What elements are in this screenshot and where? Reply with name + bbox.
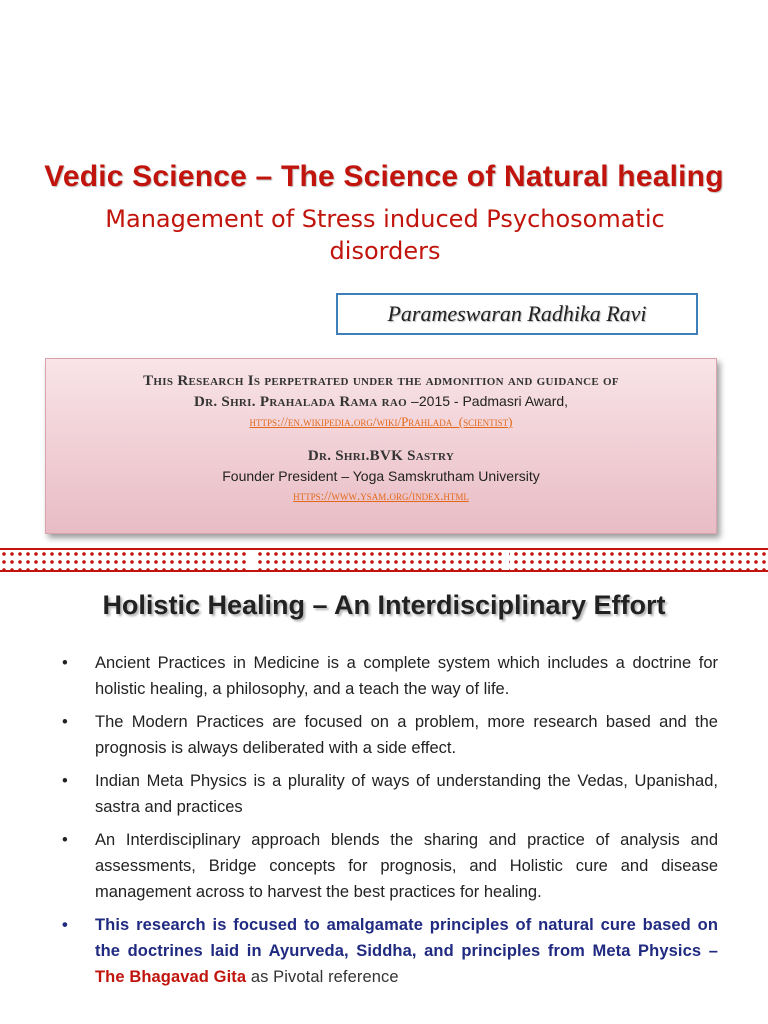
guide2-role: Founder President – Yoga Samskrutham University (222, 468, 540, 484)
guidance-panel (45, 358, 717, 534)
bullet-icon: • (62, 831, 68, 849)
author-name: Parameswaran Radhika Ravi (387, 301, 647, 326)
guide1-name: Dr. Shri. Prahalada Rama rao – (193, 394, 419, 410)
guide1-award: 2015 - Padmasri Award, (418, 393, 569, 409)
list-item (62, 827, 718, 905)
guide1-line (46, 391, 716, 412)
list-item (62, 709, 718, 761)
bullet-icon: • (62, 713, 68, 731)
list-item-highlight (62, 912, 718, 990)
list-item (62, 650, 718, 702)
bullet-icon: • (62, 916, 68, 934)
guide2-name: Dr. Shri.BVK Sastry (307, 448, 455, 464)
bullet-list (62, 650, 718, 997)
list-item-text: The Modern Practices are focused on a problem, more research based and the prognosis is always deliberated with a side effect. (95, 713, 718, 757)
list-item-text: Indian Meta Physics is a plurality of ways of understanding the Vedas, Upanishad, sastra and practices (95, 772, 718, 816)
list-item-text: Ancient Practices in Medicine is a complete system which includes a doctrine for holistic healing, a philosophy, and a teach the way of life. (95, 654, 718, 698)
decorative-border-band (0, 548, 768, 572)
guide1-link[interactable]: https://en.wikipedia.org/wiki/Prahlada_(scientist) (249, 414, 513, 429)
list-item-text: This research is focused to amalgamate principles of natural cure based on the doctrines laid in Ayurveda, Siddha, and principles from Meta Physics – (95, 916, 718, 960)
bullet-icon: • (62, 654, 68, 672)
reference-suffix: as Pivotal reference (250, 968, 399, 986)
document-title: Vedic Science – The Science of Natural healing (44, 160, 724, 193)
list-item (62, 768, 718, 820)
band-separator (503, 550, 509, 570)
section-heading: Holistic Healing – An Interdisciplinary Effort (102, 590, 666, 620)
band-separator (250, 550, 256, 570)
list-item-text: An Interdisciplinary approach blends the sharing and practice of analysis and assessments, Bridge concepts for prognosis, and Holistic cure and disease management across to harvest the best practices for healing. (95, 831, 718, 901)
guidance-intro: This Research Is perpetrated under the admonition and guidance of (143, 373, 619, 389)
guide2-link[interactable]: https://www.ysam.org/index.html (293, 488, 469, 503)
bullet-icon: • (62, 772, 68, 790)
author-box (336, 293, 698, 335)
document-subtitle: Management of Stress induced Psychosomatic disorders (105, 205, 665, 265)
reference-title: The Bhagavad Gita (95, 968, 247, 986)
